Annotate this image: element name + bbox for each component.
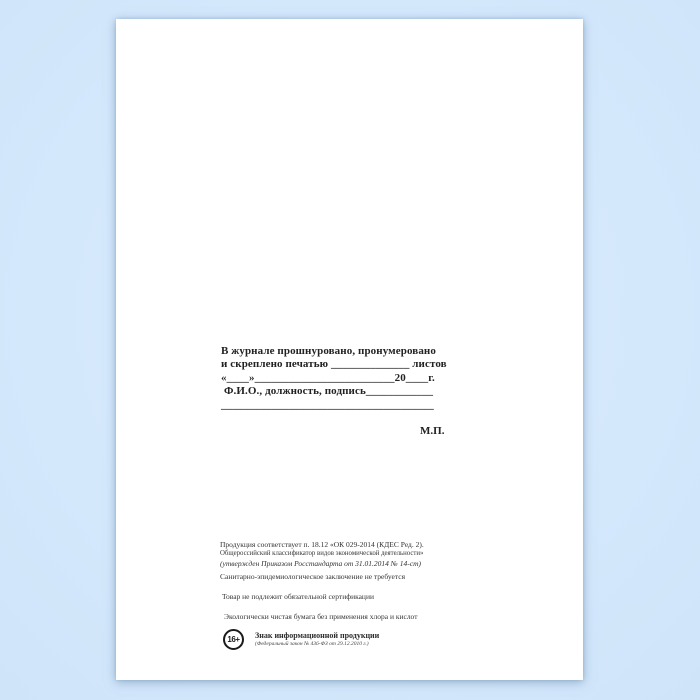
sanitary-note: Санитарно-эпидемиологическое заключение не требуется <box>220 572 406 581</box>
binding-line-3: «____»_________________________20____г. <box>221 371 435 384</box>
binding-line-2: и скреплено печатью ______________ листов <box>221 358 447 371</box>
age-16-badge-icon <box>223 629 244 650</box>
binding-line-4: Ф.И.О., должность, подпись____________ <box>224 385 434 398</box>
age-badge-text: 16+ <box>227 635 240 644</box>
journal-back-page <box>116 19 583 680</box>
standard-line-2: Общероссийский классификатор видов экономической деятельности» <box>220 550 424 558</box>
age-mark-caption <box>255 629 379 648</box>
age-mark-row <box>223 629 379 650</box>
stamp-place-label: М.П. <box>420 425 445 437</box>
product-standard-block <box>220 540 424 568</box>
certification-note: Товар не подлежит обязательной сертификации <box>222 592 374 601</box>
standard-line-1: Продукция соответствует п. 18.12 «ОК 029-2014 (КДЕС Ред. 2). <box>220 540 424 549</box>
standard-line-3: (утвержден Приказом Росстандарта от 31.01.2014 № 14-ст) <box>220 558 421 568</box>
eco-paper-note: Экологически чистая бумага без применения хлора и кислот <box>224 612 418 621</box>
binding-line-5: ______________________________________ <box>221 398 434 411</box>
binding-certification-block <box>221 345 447 412</box>
binding-line-1: В журнале прошнуровано, пронумеровано <box>221 345 436 357</box>
age-mark-title: Знак информационной продукции <box>255 631 380 640</box>
age-mark-law-reference: (Федеральный закон № 436-ФЗ от 29.12.2010 г.) <box>255 641 369 647</box>
